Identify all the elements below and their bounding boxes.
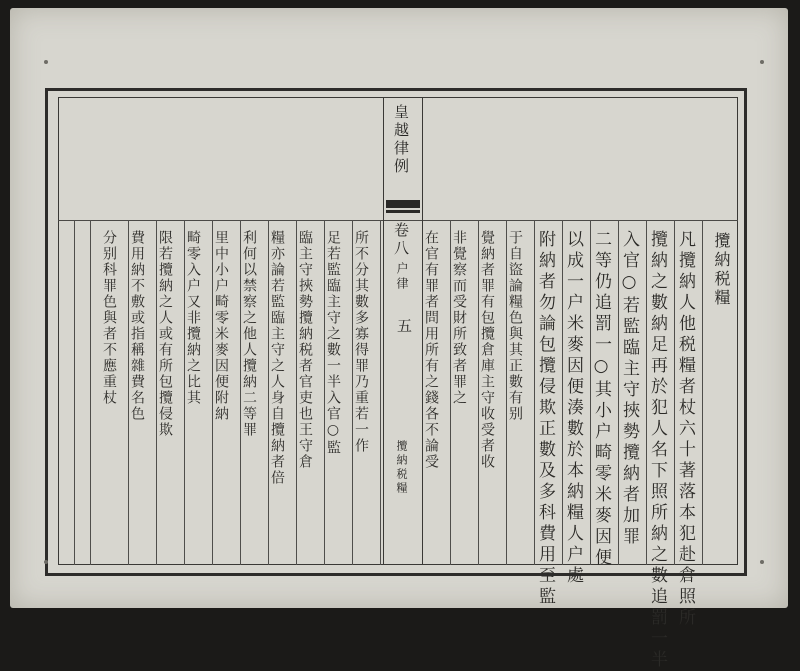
binding-hole	[44, 560, 48, 564]
text-column: 所不分其數多寡得罪乃重若一作	[353, 230, 369, 454]
fishtail-mark-lower	[386, 210, 420, 213]
section-label: 户律	[395, 262, 409, 292]
text-column: 足若監臨主守之數一半入官○監	[325, 230, 341, 456]
text-column: 費用納不敷或指稱雜費名色	[129, 230, 145, 422]
text-column: 限若攬納之人或有所包攬侵欺	[157, 230, 173, 438]
page-number: 五	[395, 318, 413, 336]
column-rule	[90, 220, 91, 565]
binding-hole	[44, 60, 48, 64]
page-footer-title: 攬納税糧	[395, 440, 408, 496]
fishtail-mark	[386, 200, 420, 208]
column-rule	[380, 220, 381, 565]
text-column: 附納者勿論包攬侵欺正數及多科費用至監	[535, 230, 555, 608]
text-column: 二等仍追罰一○其小户畸零米麥因便	[591, 230, 611, 569]
text-column: 里中小户畸零米麥因便附納	[213, 230, 229, 422]
column-rule	[702, 220, 703, 565]
text-column: 攬納之數納足再於犯人名下照所納之數追罰一半	[647, 230, 667, 671]
text-column: 非覺察而受財所致者罪之	[451, 230, 467, 406]
text-column: 臨主守挾勢攬納税者官吏也王守倉	[297, 230, 313, 470]
volume-label: 卷八	[392, 222, 410, 258]
text-column: 分别科罪色與者不應重杖	[101, 230, 117, 406]
text-column: 于自盜論糧色與其正數有别	[507, 230, 523, 422]
text-column: 以成一户米麥因便湊數於本納糧人户處	[563, 230, 583, 587]
text-column: 入官○若監臨主守挾勢攬納者加罪	[619, 230, 639, 548]
text-column: 凡攬納人他税糧者杖六十著落本犯赴倉照所	[675, 230, 695, 629]
text-column: 糧亦論若監臨主守之人身自攬納者倍	[269, 230, 285, 486]
text-column: 利何以禁察之他人攬納二等罪	[241, 230, 257, 438]
text-column: 覺納者罪有包攬倉庫主守收受者收	[479, 230, 495, 470]
text-column: 畸零入户又非攬納之比其	[185, 230, 201, 406]
binding-hole	[760, 60, 764, 64]
book-title: 皇越律例	[392, 104, 410, 176]
section-heading: 攬納税糧	[712, 232, 731, 308]
column-rule	[74, 220, 75, 565]
text-column: 在官有罪者問用所有之錢各不論受	[423, 230, 439, 470]
binding-hole	[760, 560, 764, 564]
